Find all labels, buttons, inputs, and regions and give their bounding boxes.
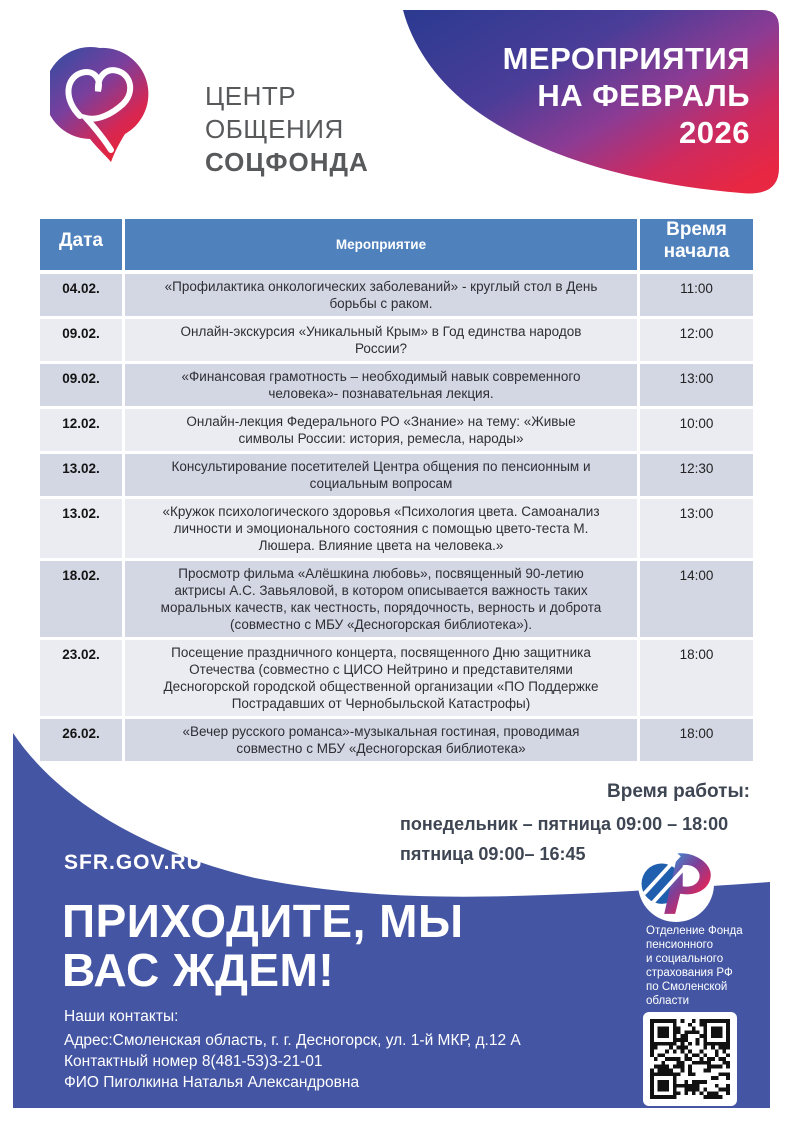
table-row xyxy=(40,409,753,454)
event-cell xyxy=(125,319,640,361)
time-cell: 13:00 xyxy=(679,371,714,386)
branch-line5: по Смоленской xyxy=(646,981,728,993)
event-text: Онлайн-лекция Федерального РО «Знание» на тему: «Живые символы России: история, ремесла, народы» xyxy=(186,414,576,446)
cta-heading xyxy=(62,897,464,995)
branch-line1: Отделение Фонда xyxy=(646,925,743,937)
date-cell: 23.02. xyxy=(40,640,125,716)
contacts-address: Адрес:Смоленская область, г. г. Десногорск, ул. 1-й МКР, д.12 А xyxy=(64,1032,521,1049)
date-cell: 13.02. xyxy=(40,499,125,558)
branch-line6: области xyxy=(646,995,690,1007)
events-table xyxy=(40,219,753,764)
event-text: «Вечер русского романса»-музыкальная гостиная, проводимая совместно с МБУ «Десногорская библиотека» xyxy=(182,724,580,756)
date-cell: 12.02. xyxy=(40,409,125,451)
date-cell: 18.02. xyxy=(40,561,125,637)
work-hours-line2: пятница 09:00– 16:45 xyxy=(400,844,586,864)
contacts-title: Наши контакты: xyxy=(64,1008,179,1025)
poster-title-line3: 2026 xyxy=(679,115,750,150)
time-cell: 10:00 xyxy=(679,416,714,431)
table-row xyxy=(40,499,753,561)
branch-line4: страхования РФ xyxy=(646,967,733,979)
qr-code xyxy=(643,1012,737,1106)
time-cell: 11:00 xyxy=(680,281,713,296)
org-name xyxy=(205,80,369,179)
date-cell: 04.02. xyxy=(40,274,125,316)
col-header-event: Мероприятие xyxy=(125,219,640,270)
table-row xyxy=(40,274,753,319)
event-text: Консультирование посетителей Центра общения по пенсионным и социальным вопросам xyxy=(171,459,591,491)
table-row xyxy=(40,454,753,499)
branch-name-block xyxy=(646,924,743,1008)
event-cell xyxy=(125,499,640,558)
col-header-date: Дата xyxy=(40,219,125,270)
event-cell xyxy=(125,561,640,637)
contacts-phone: Контактный номер 8(481-53)3-21-01 xyxy=(64,1053,323,1070)
event-cell xyxy=(125,640,640,716)
date-cell: 13.02. xyxy=(40,454,125,496)
date-cell: 09.02. xyxy=(40,319,125,361)
website-url: SFR.GOV.RU xyxy=(64,851,203,874)
branch-line3: и социального xyxy=(646,953,724,965)
time-cell: 13:00 xyxy=(679,506,714,521)
event-text: «Финансовая грамотность – необходимый навык современного человека»- познавательная лекция. xyxy=(181,369,581,401)
date-cell: 09.02. xyxy=(40,364,125,406)
time-cell: 14:00 xyxy=(679,568,714,583)
event-text: Просмотр фильма «Алёшкина любовь», посвященный 90-летию актрисы А.С. Завьяловой, в котором описывается важность таких моральных качеств, как честность, порядочность, верность и доброта (совместно с МБУ «Десногорская библиотека»). xyxy=(160,566,602,632)
contacts-person: ФИО Пиголкина Наталья Александровна xyxy=(64,1074,360,1091)
work-hours-title: Время работы: xyxy=(607,781,750,802)
event-text: «Кружок психологического здоровья «Психология цвета. Самоанализ личности и эмоционального состояния с помощью цвето-теста М. Люшера. Влияние цвета на человека.» xyxy=(162,504,600,553)
event-text: Онлайн-экскурсия «Уникальный Крым» в Год единства народов России? xyxy=(180,324,582,356)
table-row xyxy=(40,364,753,409)
table-row xyxy=(40,319,753,364)
table-header-row xyxy=(40,219,753,274)
cta-line2: ВАС ЖДЕМ! xyxy=(62,944,335,996)
time-cell: 12:00 xyxy=(679,326,714,341)
sfr-fund-logo-icon xyxy=(634,840,718,924)
org-name-line1: ЦЕНТР xyxy=(205,81,297,111)
org-name-line3: СОЦФОНДА xyxy=(205,147,369,177)
date-cell: 26.02. xyxy=(40,719,125,761)
event-text: Посещение праздничного концерта, посвященного Дню защитника Отечества (совместно с ЦИСО Нейтрино и представителями Десногорской городской общественной организации «ПО Поддержке Пострадавших от Чернобыльской Катастрофы) xyxy=(163,645,599,711)
event-cell xyxy=(125,274,640,316)
event-cell xyxy=(125,454,640,496)
event-cell xyxy=(125,409,640,451)
event-text: «Профилактика онкологических заболеваний» - круглый стол в День борьбы с раком. xyxy=(164,279,598,311)
table-row xyxy=(40,561,753,640)
org-name-line2: ОБЩЕНИЯ xyxy=(205,114,344,144)
contacts-block xyxy=(64,1006,521,1093)
cta-line1: ПРИХОДИТЕ, МЫ xyxy=(62,895,464,947)
poster-title-line1: МЕРОПРИЯТИЯ xyxy=(502,41,750,76)
time-cell: 12:30 xyxy=(679,461,714,476)
heart-pin-logo-icon xyxy=(50,46,182,164)
col-header-time: Время начала xyxy=(663,219,730,262)
table-row xyxy=(40,640,753,719)
table-body xyxy=(40,274,753,764)
poster-title xyxy=(420,40,750,151)
event-cell xyxy=(125,364,640,406)
time-cell: 18:00 xyxy=(679,726,714,741)
branch-line2: пенсионного xyxy=(646,939,713,951)
poster-title-line2: НА ФЕВРАЛЬ xyxy=(537,78,750,113)
time-cell: 18:00 xyxy=(679,647,714,662)
work-hours-line1: понедельник – пятница 09:00 – 18:00 xyxy=(400,814,729,834)
qr-code-pattern xyxy=(650,1019,730,1099)
